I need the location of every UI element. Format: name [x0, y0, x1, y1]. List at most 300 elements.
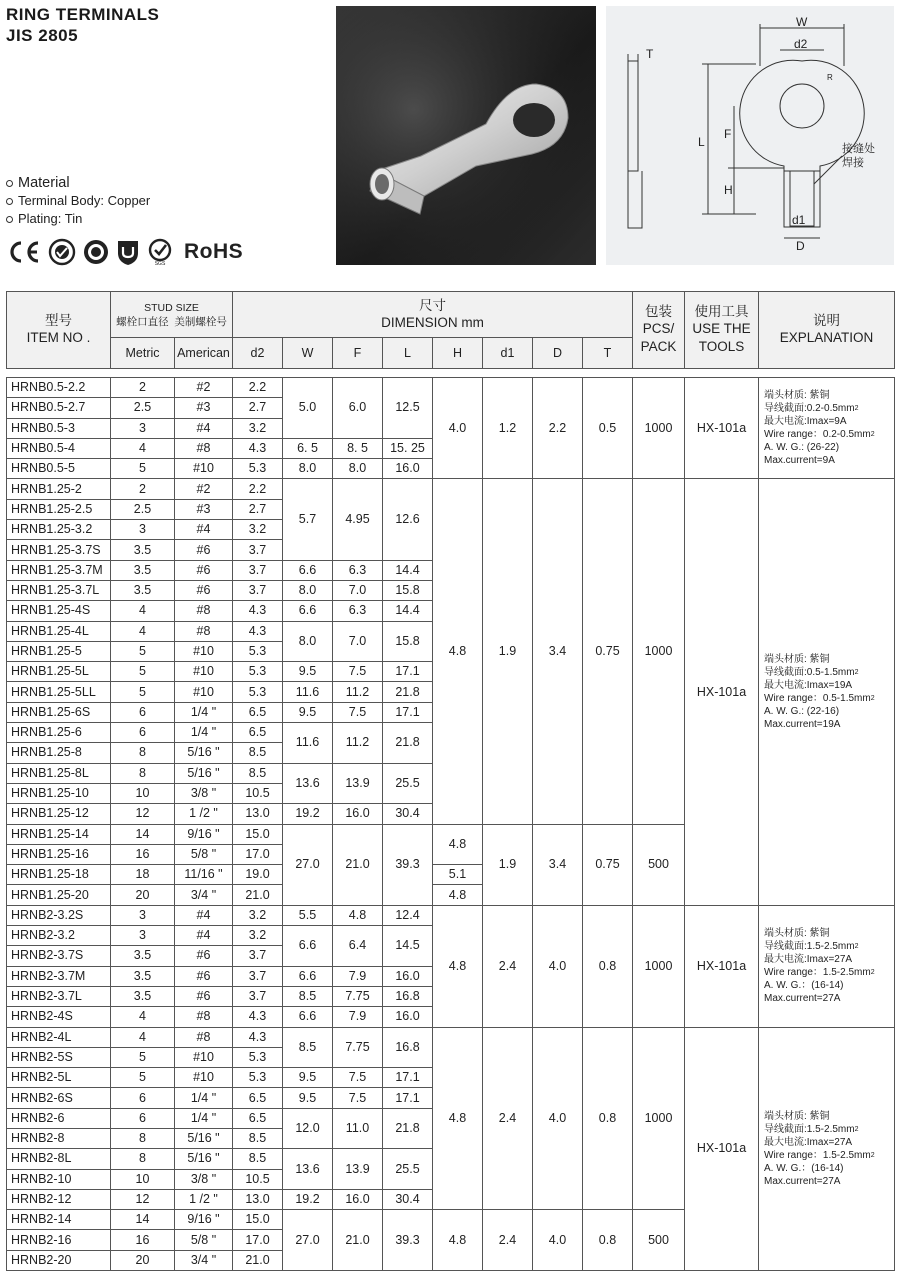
american-cell: #10 [175, 641, 233, 661]
tool-cell: HX-101a [685, 1027, 759, 1271]
certification-logos [6, 236, 243, 268]
item-cell: HRNB1.25-5LL [7, 682, 111, 702]
header-stud-size: STUD SIZE 螺栓口直径 美制螺栓号 [111, 292, 233, 338]
diagram-label-f: F [724, 127, 732, 141]
american-cell: #10 [175, 662, 233, 682]
d1-cell: 1.2 [483, 378, 533, 479]
american-cell: 5/8 " [175, 1230, 233, 1250]
material-plating: Plating: Tin [6, 210, 150, 228]
materials-list [6, 174, 150, 228]
l-cell: 17.1 [383, 1068, 433, 1088]
d2-cell: 2.7 [233, 398, 283, 418]
d2-cell: 3.2 [233, 926, 283, 946]
diagram-label-t: T [646, 47, 654, 61]
metric-cell: 2 [111, 378, 175, 398]
american-cell: #8 [175, 621, 233, 641]
d2-cell: 2.2 [233, 479, 283, 499]
l-cell: 12.5 [383, 378, 433, 439]
metric-cell: 2.5 [111, 398, 175, 418]
l-cell: 12.6 [383, 479, 433, 560]
american-cell: 5/16 " [175, 1128, 233, 1148]
explanation-line: 最大电流:Imax=27A [764, 1136, 853, 1148]
item-cell: HRNB1.25-8 [7, 743, 111, 763]
d1-cell: 2.4 [483, 1027, 533, 1210]
item-cell: HRNB2-14 [7, 1210, 111, 1230]
f-cell: 4.95 [333, 479, 383, 560]
d2-cell: 3.2 [233, 905, 283, 925]
item-cell: HRNB1.25-12 [7, 804, 111, 824]
item-cell: HRNB1.25-4S [7, 601, 111, 621]
metric-cell: 3 [111, 926, 175, 946]
explanation-cell [759, 378, 895, 479]
l-cell: 16.0 [383, 459, 433, 479]
item-cell: HRNB1.25-3.7M [7, 560, 111, 580]
l-cell: 16.0 [383, 1007, 433, 1027]
d2-cell: 3.2 [233, 520, 283, 540]
l-cell: 39.3 [383, 824, 433, 905]
w-cell: 9.5 [283, 662, 333, 682]
american-cell: #4 [175, 418, 233, 438]
item-cell: HRNB2-8 [7, 1128, 111, 1148]
item-cell: HRNB2-5S [7, 1047, 111, 1067]
item-cell: HRNB2-12 [7, 1189, 111, 1209]
l-cell: 21.8 [383, 723, 433, 764]
d2-cell: 4.3 [233, 1007, 283, 1027]
w-cell: 8.5 [283, 1027, 333, 1068]
header-l: L [383, 338, 433, 369]
metric-cell: 6 [111, 723, 175, 743]
d2-cell: 2.7 [233, 499, 283, 519]
item-cell: HRNB2-3.7M [7, 966, 111, 986]
american-cell: #6 [175, 966, 233, 986]
h-cell: 5.1 [433, 865, 483, 885]
d2-cell: 2.2 [233, 378, 283, 398]
metric-cell: 10 [111, 783, 175, 803]
d-cell: 3.4 [533, 479, 583, 824]
d1-cell: 1.9 [483, 824, 533, 905]
american-cell: 5/16 " [175, 763, 233, 783]
metric-cell: 10 [111, 1169, 175, 1189]
metric-cell: 20 [111, 885, 175, 905]
american-cell: #8 [175, 438, 233, 458]
d1-cell: 1.9 [483, 479, 533, 824]
item-cell: HRNB2-3.2S [7, 905, 111, 925]
f-cell: 7.5 [333, 702, 383, 722]
metric-cell: 3.5 [111, 580, 175, 600]
l-cell: 16.8 [383, 1027, 433, 1068]
item-cell: HRNB2-16 [7, 1230, 111, 1250]
svg-text:SGS: SGS [154, 261, 166, 266]
american-cell: #4 [175, 520, 233, 540]
item-cell: HRNB1.25-6 [7, 723, 111, 743]
l-cell: 17.1 [383, 702, 433, 722]
explanation-line: A. W. G.：(16-14) [764, 1162, 844, 1174]
metric-cell: 3.5 [111, 540, 175, 560]
header-d: D [533, 338, 583, 369]
sgs-logo-icon [146, 238, 174, 266]
metric-cell: 6 [111, 1088, 175, 1108]
h-cell: 4.8 [433, 479, 483, 824]
w-cell: 8.0 [283, 621, 333, 662]
header-pack: 包装 PCS/ PACK [633, 292, 685, 369]
d2-cell: 4.3 [233, 621, 283, 641]
w-cell: 8.5 [283, 986, 333, 1006]
metric-cell: 3 [111, 905, 175, 925]
h-cell: 4.8 [433, 1210, 483, 1271]
american-cell: #6 [175, 580, 233, 600]
item-cell: HRNB1.25-5L [7, 662, 111, 682]
item-cell: HRNB2-20 [7, 1250, 111, 1270]
explanation-line: Wire range：$1.5-2.5mm^2$ [764, 967, 875, 979]
item-cell: HRNB0.5-2.7 [7, 398, 111, 418]
header-d2: d2 [233, 338, 283, 369]
metric-cell: 12 [111, 804, 175, 824]
item-cell: HRNB1.25-20 [7, 885, 111, 905]
header-h: H [433, 338, 483, 369]
american-cell: 5/16 " [175, 1149, 233, 1169]
weld-note-line1: 接缝处 [842, 143, 875, 155]
l-cell: 16.8 [383, 986, 433, 1006]
explanation-cell [759, 905, 895, 1027]
l-cell: 21.8 [383, 682, 433, 702]
explanation-line: Max.current=27A [764, 1175, 841, 1187]
f-cell: 7.9 [333, 1007, 383, 1027]
h-cell: 4.8 [433, 905, 483, 1027]
l-cell: 25.5 [383, 1149, 433, 1190]
ccc-mark-icon [48, 238, 76, 266]
pack-cell: 1000 [633, 378, 685, 479]
metric-cell: 2.5 [111, 499, 175, 519]
american-cell: 9/16 " [175, 824, 233, 844]
tool-cell: HX-101a [685, 905, 759, 1027]
metric-cell: 5 [111, 459, 175, 479]
f-cell: 7.75 [333, 1027, 383, 1068]
item-cell: HRNB1.25-8L [7, 763, 111, 783]
w-cell: 19.2 [283, 804, 333, 824]
d2-cell: 6.5 [233, 702, 283, 722]
metric-cell: 16 [111, 1230, 175, 1250]
american-cell: #8 [175, 1007, 233, 1027]
rohs-label: RoHS [184, 240, 244, 263]
item-cell: HRNB1.25-5 [7, 641, 111, 661]
f-cell: 6.4 [333, 926, 383, 967]
title-line-1: RING TERMINALS [6, 5, 160, 24]
d2-cell: 5.3 [233, 1068, 283, 1088]
ul-shield-icon [116, 238, 140, 266]
table-row [7, 378, 895, 398]
f-cell: 6.0 [333, 378, 383, 439]
american-cell: 5/16 " [175, 743, 233, 763]
metric-cell: 5 [111, 641, 175, 661]
d2-cell: 8.5 [233, 743, 283, 763]
d1-cell: 2.4 [483, 1210, 533, 1271]
american-cell: #2 [175, 378, 233, 398]
metric-cell: 8 [111, 1128, 175, 1148]
american-cell: 1/4 " [175, 723, 233, 743]
f-cell: 7.0 [333, 580, 383, 600]
metric-cell: 4 [111, 1027, 175, 1047]
explanation-line: 端头材质: 紫铜 [764, 928, 830, 940]
american-cell: 1 /2 " [175, 804, 233, 824]
f-cell: 8. 5 [333, 438, 383, 458]
f-cell: 11.2 [333, 723, 383, 764]
header-explanation: 说明 EXPLANATION [759, 292, 895, 369]
d2-cell: 15.0 [233, 824, 283, 844]
w-cell: 5.5 [283, 905, 333, 925]
w-cell: 6.6 [283, 1007, 333, 1027]
w-cell: 27.0 [283, 1210, 333, 1271]
item-cell: HRNB1.25-16 [7, 844, 111, 864]
american-cell: #10 [175, 459, 233, 479]
d2-cell: 4.3 [233, 601, 283, 621]
item-cell: HRNB2-3.7L [7, 986, 111, 1006]
w-cell: 9.5 [283, 1088, 333, 1108]
f-cell: 6.3 [333, 560, 383, 580]
f-cell: 7.9 [333, 966, 383, 986]
item-cell: HRNB2-3.2 [7, 926, 111, 946]
explanation-line: Max.current=27A [764, 993, 841, 1005]
american-cell: 1/4 " [175, 702, 233, 722]
header-metric: Metric [111, 338, 175, 369]
d2-cell: 17.0 [233, 1230, 283, 1250]
ring-terminal-photo-icon [336, 6, 596, 265]
f-cell: 7.75 [333, 986, 383, 1006]
t-cell: 0.5 [583, 378, 633, 479]
metric-cell: 5 [111, 1068, 175, 1088]
american-cell: 1/4 " [175, 1088, 233, 1108]
d2-cell: 6.5 [233, 1088, 283, 1108]
f-cell: 4.8 [333, 905, 383, 925]
d2-cell: 21.0 [233, 885, 283, 905]
metric-cell: 3.5 [111, 986, 175, 1006]
item-cell: HRNB2-4L [7, 1027, 111, 1047]
f-cell: 7.5 [333, 1068, 383, 1088]
spec-table [6, 291, 895, 1271]
d2-cell: 13.0 [233, 1189, 283, 1209]
d-cell: 4.0 [533, 1210, 583, 1271]
metric-cell: 3.5 [111, 560, 175, 580]
d2-cell: 3.7 [233, 986, 283, 1006]
d2-cell: 8.5 [233, 1128, 283, 1148]
item-cell: HRNB0.5-4 [7, 438, 111, 458]
d1-cell: 2.4 [483, 905, 533, 1027]
d2-cell: 8.5 [233, 1149, 283, 1169]
d2-cell: 10.5 [233, 1169, 283, 1189]
metric-cell: 20 [111, 1250, 175, 1270]
tool-cell: HX-101a [685, 479, 759, 905]
l-cell: 30.4 [383, 1189, 433, 1209]
header-f: F [333, 338, 383, 369]
item-cell: HRNB2-6S [7, 1088, 111, 1108]
item-cell: HRNB2-8L [7, 1149, 111, 1169]
d2-cell: 3.7 [233, 540, 283, 560]
w-cell: 13.6 [283, 763, 333, 804]
ce-mark-icon [6, 239, 42, 265]
f-cell: 8.0 [333, 459, 383, 479]
d2-cell: 8.5 [233, 763, 283, 783]
w-cell: 27.0 [283, 824, 333, 905]
american-cell: #8 [175, 601, 233, 621]
table-row [7, 479, 895, 499]
material-heading: Material [6, 174, 150, 192]
f-cell: 7.5 [333, 662, 383, 682]
header-american: American [175, 338, 233, 369]
l-cell: 17.1 [383, 662, 433, 682]
d2-cell: 5.3 [233, 641, 283, 661]
american-cell: #10 [175, 1068, 233, 1088]
material-body: Terminal Body: Copper [6, 192, 150, 210]
w-cell: 11.6 [283, 682, 333, 702]
l-cell: 14.4 [383, 601, 433, 621]
american-cell: #4 [175, 905, 233, 925]
d2-cell: 6.5 [233, 723, 283, 743]
l-cell: 12.4 [383, 905, 433, 925]
w-cell: 11.6 [283, 723, 333, 764]
explanation-cell [759, 1027, 895, 1271]
l-cell: 15.8 [383, 580, 433, 600]
explanation-line: 端头材质: 紫铜 [764, 654, 830, 666]
table-row [7, 905, 895, 925]
l-cell: 21.8 [383, 1108, 433, 1149]
pack-cell: 1000 [633, 1027, 685, 1210]
metric-cell: 14 [111, 1210, 175, 1230]
d2-cell: 5.3 [233, 662, 283, 682]
american-cell: 11/16 " [175, 865, 233, 885]
metric-cell: 3.5 [111, 946, 175, 966]
item-cell: HRNB2-4S [7, 1007, 111, 1027]
metric-cell: 4 [111, 601, 175, 621]
h-cell: 4.0 [433, 378, 483, 479]
header-t: T [583, 338, 633, 369]
item-cell: HRNB1.25-3.7S [7, 540, 111, 560]
diagram-label-w: W [796, 15, 808, 29]
explanation-line: 最大电流:Imax=27A [764, 954, 853, 966]
f-cell: 7.0 [333, 621, 383, 662]
american-cell: #3 [175, 499, 233, 519]
t-cell: 0.75 [583, 479, 633, 824]
w-cell: 6.6 [283, 560, 333, 580]
metric-cell: 14 [111, 824, 175, 844]
w-cell: 13.6 [283, 1149, 333, 1190]
w-cell: 6.6 [283, 601, 333, 621]
explanation-line: 导线截面$:0.2-0.5mm^2$ [764, 403, 859, 415]
t-cell: 0.8 [583, 1027, 633, 1210]
american-cell: 1/4 " [175, 1108, 233, 1128]
d2-cell: 5.3 [233, 1047, 283, 1067]
l-cell: 16.0 [383, 966, 433, 986]
l-cell: 14.5 [383, 926, 433, 967]
explanation-line: Wire range：$0.5-1.5mm^2$ [764, 693, 875, 705]
d2-cell: 3.7 [233, 560, 283, 580]
american-cell: 3/8 " [175, 1169, 233, 1189]
l-cell: 15.8 [383, 621, 433, 662]
american-cell: 9/16 " [175, 1210, 233, 1230]
pack-cell: 1000 [633, 905, 685, 1027]
metric-cell: 8 [111, 1149, 175, 1169]
explanation-line: 导线截面$:0.5-1.5mm^2$ [764, 667, 859, 679]
explanation-line: 端头材质: 紫铜 [764, 390, 830, 402]
dimension-diagram [606, 6, 894, 265]
f-cell: 16.0 [333, 1189, 383, 1209]
document-title [6, 4, 159, 46]
explanation-line: 导线截面$:1.5-2.5mm^2$ [764, 941, 859, 953]
d-cell: 3.4 [533, 824, 583, 905]
explanation-line: Wire range：$0.2-0.5mm^2$ [764, 429, 875, 441]
item-cell: HRNB2-3.7S [7, 946, 111, 966]
d-cell: 2.2 [533, 378, 583, 479]
weld-note-line2: 焊接 [842, 157, 864, 169]
d2-cell: 4.3 [233, 1027, 283, 1047]
d-cell: 4.0 [533, 1027, 583, 1210]
metric-cell: 4 [111, 621, 175, 641]
diagram-label-d1: d1 [792, 213, 806, 227]
metric-cell: 4 [111, 1007, 175, 1027]
w-cell: 12.0 [283, 1108, 333, 1149]
d2-cell: 10.5 [233, 783, 283, 803]
l-cell: 39.3 [383, 1210, 433, 1271]
item-cell: HRNB1.25-3.7L [7, 580, 111, 600]
w-cell: 6. 5 [283, 438, 333, 458]
item-cell: HRNB2-6 [7, 1108, 111, 1128]
t-cell: 0.8 [583, 905, 633, 1027]
explanation-line: Max.current=9A [764, 455, 835, 467]
american-cell: #10 [175, 1047, 233, 1067]
metric-cell: 6 [111, 1108, 175, 1128]
diagram-label-d2: d2 [794, 37, 808, 51]
spec-table-body [7, 378, 895, 1271]
metric-cell: 4 [111, 438, 175, 458]
item-cell: HRNB1.25-6S [7, 702, 111, 722]
w-cell: 5.0 [283, 378, 333, 439]
header-item: 型号 ITEM NO . [7, 292, 111, 369]
american-cell: #6 [175, 560, 233, 580]
american-cell: #2 [175, 479, 233, 499]
h-cell: 4.8 [433, 1027, 483, 1210]
metric-cell: 5 [111, 682, 175, 702]
f-cell: 21.0 [333, 1210, 383, 1271]
item-cell: HRNB2-5L [7, 1068, 111, 1088]
metric-cell: 16 [111, 844, 175, 864]
l-cell: 15. 25 [383, 438, 433, 458]
w-cell: 19.2 [283, 1189, 333, 1209]
explanation-line: Max.current=19A [764, 719, 841, 731]
l-cell: 14.4 [383, 560, 433, 580]
item-cell: HRNB0.5-5 [7, 459, 111, 479]
d2-cell: 13.0 [233, 804, 283, 824]
f-cell: 21.0 [333, 824, 383, 905]
metric-cell: 12 [111, 1189, 175, 1209]
explanation-line: Wire range：$1.5-2.5mm^2$ [764, 1149, 875, 1161]
metric-cell: 3.5 [111, 966, 175, 986]
f-cell: 6.3 [333, 601, 383, 621]
american-cell: #6 [175, 986, 233, 1006]
d-cell: 4.0 [533, 905, 583, 1027]
explanation-line: A. W. G.：(16-14) [764, 980, 844, 992]
item-cell: HRNB2-10 [7, 1169, 111, 1189]
explanation-line: 导线截面$:1.5-2.5mm^2$ [764, 1123, 859, 1135]
item-cell: HRNB1.25-18 [7, 865, 111, 885]
d2-cell: 15.0 [233, 1210, 283, 1230]
diagram-label-r: R [827, 73, 833, 82]
american-cell: #10 [175, 682, 233, 702]
diagram-label-d: D [796, 239, 805, 253]
explanation-line: 最大电流:Imax=19A [764, 680, 853, 692]
f-cell: 13.9 [333, 763, 383, 804]
item-cell: HRNB1.25-3.2 [7, 520, 111, 540]
w-cell: 9.5 [283, 702, 333, 722]
d2-cell: 5.3 [233, 682, 283, 702]
d2-cell: 6.5 [233, 1108, 283, 1128]
